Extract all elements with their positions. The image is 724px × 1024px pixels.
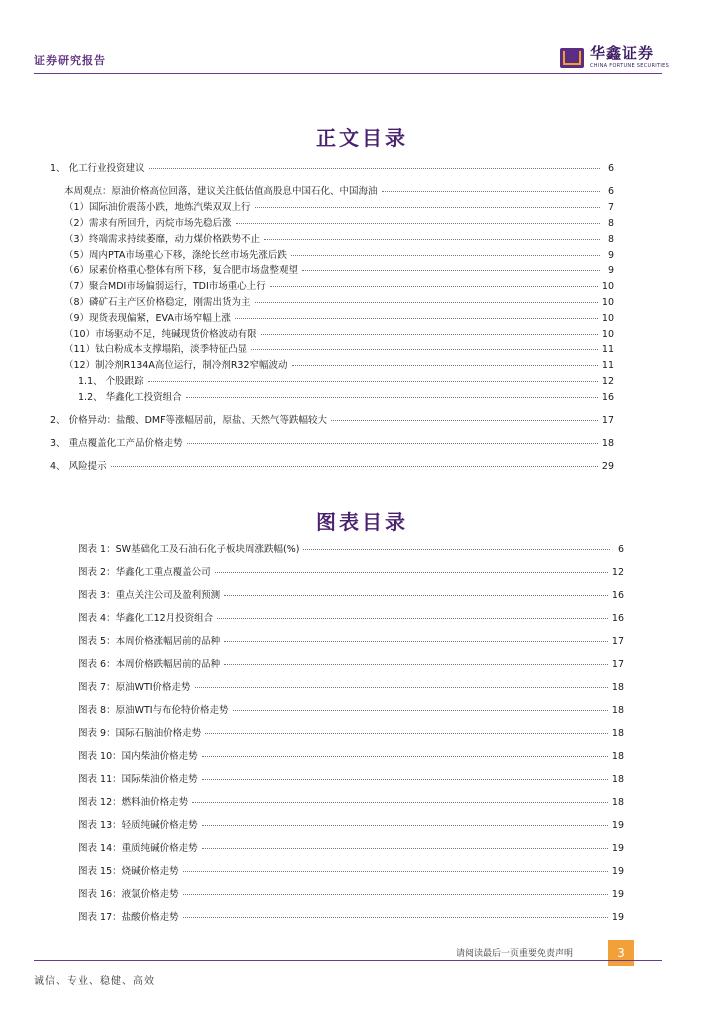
figure-entry-page: 19 bbox=[611, 820, 624, 831]
figure-entry-text: 图表 14：重质纯碱价格走势 bbox=[78, 843, 198, 854]
figure-entry-text: 图表 15：烧碱价格走势 bbox=[78, 866, 179, 877]
figure-entry[interactable] bbox=[78, 889, 624, 901]
toc-entry[interactable] bbox=[50, 438, 614, 450]
disclaimer-note: 请阅读最后一页重要免责声明 bbox=[456, 949, 574, 959]
toc-entry-text: （11）钛白粉成本支撑塌陷，淡季特征凸显 bbox=[64, 344, 248, 355]
leader-dots bbox=[291, 255, 600, 256]
figures-title: 图表目录 bbox=[316, 510, 408, 534]
leader-dots bbox=[111, 466, 598, 467]
toc-entry-page: 10 bbox=[601, 313, 614, 324]
toc-title: 正文目录 bbox=[316, 126, 408, 150]
figure-entry[interactable] bbox=[78, 866, 624, 878]
figure-entry-page: 16 bbox=[611, 590, 624, 601]
leader-dots bbox=[187, 443, 598, 444]
toc-entry[interactable] bbox=[64, 234, 614, 246]
leader-dots bbox=[202, 779, 608, 780]
toc-entry-page: 11 bbox=[601, 360, 614, 371]
figure-entry-page: 6 bbox=[617, 544, 624, 555]
toc-entry[interactable] bbox=[64, 313, 614, 325]
toc-entry[interactable] bbox=[64, 297, 614, 309]
figure-entry[interactable] bbox=[78, 751, 624, 763]
logo-english: CHINA FORTUNE SECURITIES bbox=[590, 63, 670, 69]
figure-entry-text: 图表 3：重点关注公司及盈利预测 bbox=[78, 590, 221, 601]
figure-entry[interactable] bbox=[78, 820, 624, 832]
toc-entry-text: 3、 重点覆盖化工产品价格走势 bbox=[50, 438, 183, 449]
figure-entry[interactable] bbox=[78, 659, 624, 671]
leader-dots bbox=[195, 687, 608, 688]
toc-entry-page: 10 bbox=[601, 329, 614, 340]
toc-entry-text: （6）尿素价格重心整体有所下移，复合肥市场盘整观望 bbox=[64, 265, 299, 276]
leader-dots bbox=[202, 848, 608, 849]
toc-entry[interactable] bbox=[64, 265, 614, 277]
figure-entry-page: 19 bbox=[611, 866, 624, 877]
figure-entry-text: 图表 1：SW基础化工及石油石化子板块周涨跌幅(%) bbox=[78, 544, 300, 555]
page-number: 3 bbox=[608, 940, 634, 966]
figure-entry-page: 19 bbox=[611, 889, 624, 900]
leader-dots bbox=[183, 917, 608, 918]
footer-divider bbox=[34, 960, 662, 961]
toc-entry-text: 4、 风险提示 bbox=[50, 461, 107, 472]
logo-icon bbox=[560, 48, 584, 68]
leader-dots bbox=[192, 802, 608, 803]
figure-entry-text: 图表 13：轻质纯碱价格走势 bbox=[78, 820, 198, 831]
toc-entry-text: （7）聚合MDI市场偏弱运行，TDI市场重心上行 bbox=[64, 281, 266, 292]
figure-entry-text: 图表 9：国际石脑油价格走势 bbox=[78, 728, 202, 739]
leader-dots bbox=[331, 420, 598, 421]
leader-dots bbox=[251, 349, 598, 350]
figure-entry[interactable] bbox=[78, 636, 624, 648]
leader-dots bbox=[183, 871, 608, 872]
figure-entry-page: 19 bbox=[611, 843, 624, 854]
figure-entry[interactable] bbox=[78, 613, 624, 625]
header-label: 证券研究报告 bbox=[34, 54, 106, 67]
figure-entry-page: 18 bbox=[611, 682, 624, 693]
leader-dots bbox=[236, 223, 600, 224]
toc-entry-page: 10 bbox=[601, 281, 614, 292]
toc-entry-page: 12 bbox=[601, 376, 614, 387]
figure-entry-page: 18 bbox=[611, 774, 624, 785]
figure-entry-page: 18 bbox=[611, 797, 624, 808]
figure-entry-text: 图表 7：原油WTI价格走势 bbox=[78, 682, 191, 693]
leader-dots bbox=[148, 381, 598, 382]
leader-dots bbox=[186, 397, 598, 398]
toc-entry-text: 1、 化工行业投资建议 bbox=[50, 163, 145, 174]
figure-entry-text: 图表 6：本周价格跌幅居前的品种 bbox=[78, 659, 221, 670]
toc-entry-page: 6 bbox=[607, 163, 614, 174]
toc-entry[interactable] bbox=[50, 461, 614, 473]
figure-entry-text: 图表 5：本周价格涨幅居前的品种 bbox=[78, 636, 221, 647]
leader-dots bbox=[270, 286, 598, 287]
brand-logo bbox=[560, 46, 669, 69]
toc-entry-page: 9 bbox=[607, 265, 614, 276]
toc-entry-text: 本周观点：原油价格高位回落，建议关注低估值高股息中国石化、中国海油 bbox=[64, 186, 378, 197]
figure-entry-text: 图表 10：国内柴油价格走势 bbox=[78, 751, 198, 762]
toc-entry-text: 2、 价格异动：盐酸、DMF等涨幅居前，原盐、天然气等跌幅较大 bbox=[50, 415, 328, 426]
toc-entry-text: （1）国际油价震荡小跌，地炼汽柴双双上行 bbox=[64, 202, 251, 213]
toc-entry-page: 18 bbox=[601, 438, 614, 449]
toc-entry-text: （3）终端需求持续萎靡，动力煤价格跌势不止 bbox=[64, 234, 261, 245]
toc-entry[interactable] bbox=[64, 281, 614, 293]
figure-entry-page: 12 bbox=[611, 567, 624, 578]
figure-entry-text: 图表 4：华鑫化工12月投资组合 bbox=[78, 613, 214, 624]
toc-entry-page: 17 bbox=[601, 415, 614, 426]
leader-dots bbox=[255, 207, 600, 208]
leader-dots bbox=[202, 756, 608, 757]
figure-entry-text: 图表 16：液氯价格走势 bbox=[78, 889, 179, 900]
toc-entry[interactable] bbox=[78, 392, 614, 404]
leader-dots bbox=[224, 595, 608, 596]
figure-entry-text: 图表 2：华鑫化工重点覆盖公司 bbox=[78, 567, 211, 578]
toc-entry-page: 6 bbox=[607, 186, 614, 197]
toc-entry-page: 11 bbox=[601, 344, 614, 355]
figure-entry[interactable] bbox=[78, 544, 624, 556]
toc-entry[interactable] bbox=[50, 163, 614, 175]
leader-dots bbox=[202, 825, 608, 826]
figure-entry-page: 16 bbox=[611, 613, 624, 624]
toc-entry-text: （9）现货表现偏紧，EVA市场窄幅上涨 bbox=[64, 313, 231, 324]
figure-entry-text: 图表 12：燃料油价格走势 bbox=[78, 797, 189, 808]
toc-entry-page: 10 bbox=[601, 297, 614, 308]
toc-entry[interactable] bbox=[64, 250, 614, 262]
leader-dots bbox=[205, 733, 608, 734]
toc-entry[interactable] bbox=[64, 360, 614, 372]
leader-dots bbox=[382, 191, 600, 192]
leader-dots bbox=[261, 334, 598, 335]
leader-dots bbox=[235, 318, 598, 319]
toc-entry-page: 29 bbox=[601, 461, 614, 472]
leader-dots bbox=[224, 641, 608, 642]
toc-entry-page: 16 bbox=[601, 392, 614, 403]
toc-entry[interactable] bbox=[64, 329, 614, 341]
toc-entry-text: 1.1、 个股跟踪 bbox=[78, 376, 144, 387]
footer-motto: 诚信、专业、稳健、高效 bbox=[34, 976, 155, 987]
leader-dots bbox=[224, 664, 608, 665]
leader-dots bbox=[292, 365, 598, 366]
figure-entry-page: 18 bbox=[611, 705, 624, 716]
leader-dots bbox=[255, 302, 598, 303]
toc-entry-page: 8 bbox=[607, 218, 614, 229]
leader-dots bbox=[217, 618, 608, 619]
header-divider bbox=[34, 73, 662, 74]
toc-entry[interactable] bbox=[64, 186, 614, 198]
leader-dots bbox=[303, 549, 610, 550]
leader-dots bbox=[233, 710, 608, 711]
figure-entry[interactable] bbox=[78, 843, 624, 855]
figure-entry-page: 18 bbox=[611, 728, 624, 739]
toc-entry[interactable] bbox=[78, 376, 614, 388]
figure-entry[interactable] bbox=[78, 728, 624, 740]
toc-entry[interactable] bbox=[64, 344, 614, 356]
toc-entry-text: （12）制冷剂R134A高位运行，制冷剂R32窄幅波动 bbox=[64, 360, 288, 371]
toc-entry[interactable] bbox=[50, 415, 614, 427]
leader-dots bbox=[302, 270, 600, 271]
figure-entry-page: 17 bbox=[611, 659, 624, 670]
figure-entry[interactable] bbox=[78, 912, 624, 924]
figure-entry-text: 图表 11：国际柴油价格走势 bbox=[78, 774, 198, 785]
logo-name: 华鑫证券 bbox=[590, 44, 655, 62]
toc-entry-page: 7 bbox=[607, 202, 614, 213]
leader-dots bbox=[215, 572, 608, 573]
figure-entry[interactable] bbox=[78, 590, 624, 602]
toc-entry-text: （2）需求有所回升，丙烷市场先稳后涨 bbox=[64, 218, 232, 229]
figure-entry-text: 图表 17：盐酸价格走势 bbox=[78, 912, 179, 923]
toc-entry-text: （5）周内PTA市场重心下移，涤纶长丝市场先涨后跌 bbox=[64, 250, 287, 261]
leader-dots bbox=[183, 894, 608, 895]
toc-entry-text: （8）磷矿石主产区价格稳定，刚需出货为主 bbox=[64, 297, 251, 308]
figure-entry-text: 图表 8：原油WTI与布伦特价格走势 bbox=[78, 705, 229, 716]
leader-dots bbox=[264, 239, 600, 240]
toc-entry-page: 8 bbox=[607, 234, 614, 245]
figure-entry-page: 19 bbox=[611, 912, 624, 923]
figure-entry-page: 18 bbox=[611, 751, 624, 762]
figure-entry[interactable] bbox=[78, 682, 624, 694]
figure-entry[interactable] bbox=[78, 797, 624, 809]
figure-entry-page: 17 bbox=[611, 636, 624, 647]
toc-entry-text: （10）市场驱动不足，纯碱现货价格波动有限 bbox=[64, 329, 257, 340]
toc-entry[interactable] bbox=[64, 218, 614, 230]
figure-entry[interactable] bbox=[78, 705, 624, 717]
leader-dots bbox=[149, 168, 600, 169]
toc-entry-page: 9 bbox=[607, 250, 614, 261]
toc-entry-text: 1.2、 华鑫化工投资组合 bbox=[78, 392, 182, 403]
toc-entry[interactable] bbox=[64, 202, 614, 214]
figure-entry[interactable] bbox=[78, 774, 624, 786]
figure-entry[interactable] bbox=[78, 567, 624, 579]
